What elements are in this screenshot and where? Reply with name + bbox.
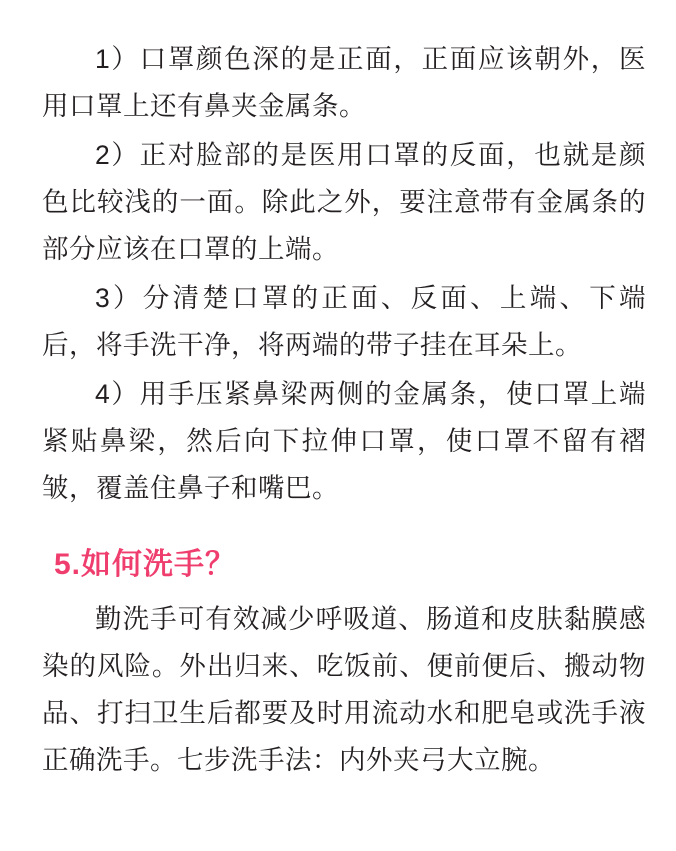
step-paragraph-3: 3）分清楚口罩的正面、反面、上端、下端后，将手洗干净，将两端的带子挂在耳朵上。 [42, 283, 646, 360]
section-body-paragraph: 勤洗手可有效减少呼吸道、肠道和皮肤黏膜感染的风险。外出归来、吃饭前、便前便后、搬动物品、打扫卫生后都要及时用流动水和肥皂或洗手液正确洗手。七步洗手法：内外夹弓大立腕。 [42, 604, 646, 775]
step-paragraph-4: 4）用手压紧鼻梁两侧的金属条，使口罩上端紧贴鼻梁，然后向下拉伸口罩，使口罩不留有褶皱，覆盖住鼻子和嘴巴。 [42, 379, 646, 503]
section-heading: 5.如何洗手？ [54, 548, 237, 581]
step-paragraph-2: 2）正对脸部的是医用口罩的反面，也就是颜色比较浅的一面。除此之外，要注意带有金属条的部分应该在口罩的上端。 [42, 140, 646, 264]
step-paragraph-1: 1）口罩颜色深的是正面，正面应该朝外，医用口罩上还有鼻夹金属条。 [42, 44, 646, 121]
